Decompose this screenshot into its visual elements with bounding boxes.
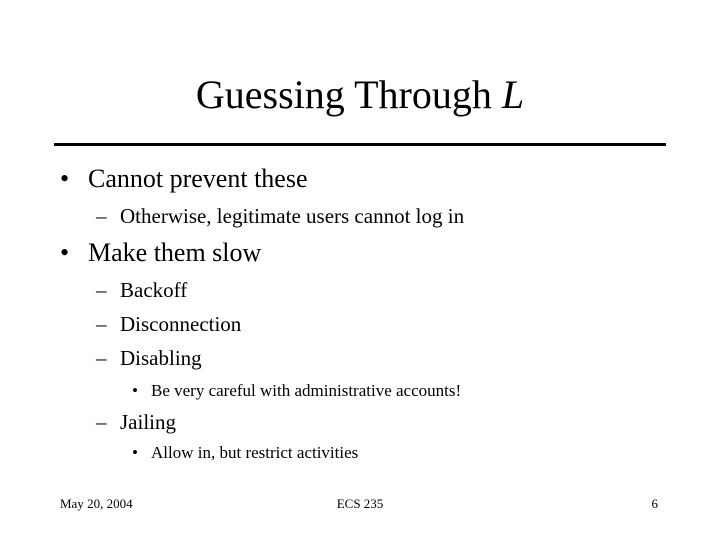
sub-sub-bullet-text: Be very careful with administrative accounts! [151, 381, 462, 400]
sub-bullet-text: Disabling [120, 346, 202, 370]
slide-title [0, 70, 720, 120]
dash-marker: – [96, 410, 107, 434]
footer-course: ECS 235 [336, 496, 384, 511]
bullet-marker: • [132, 443, 138, 462]
bullet-marker: • [60, 238, 70, 267]
bullet-marker: • [60, 164, 70, 193]
dash-marker: – [96, 312, 107, 336]
title-divider [54, 143, 666, 146]
sub-bullet-text: Backoff [120, 278, 188, 302]
dash-marker: – [96, 346, 107, 370]
bullet-text: Make them slow [88, 238, 262, 267]
sub-bullet-text: Disconnection [120, 312, 242, 336]
title-italic-letter: L [501, 72, 525, 117]
title-main-text: Guessing Through [195, 72, 502, 117]
footer-date: May 20, 2004 [60, 496, 133, 511]
bullet-marker: • [132, 381, 138, 400]
sub-bullet-text: Otherwise, legitimate users cannot log in [120, 204, 465, 228]
footer-page-number: 6 [651, 496, 658, 511]
bullet-text: Cannot prevent these [88, 164, 308, 193]
sub-bullet-text: Jailing [120, 410, 176, 434]
dash-marker: – [96, 204, 107, 228]
sub-sub-bullet-text: Allow in, but restrict activities [151, 443, 359, 462]
dash-marker: – [96, 278, 107, 302]
